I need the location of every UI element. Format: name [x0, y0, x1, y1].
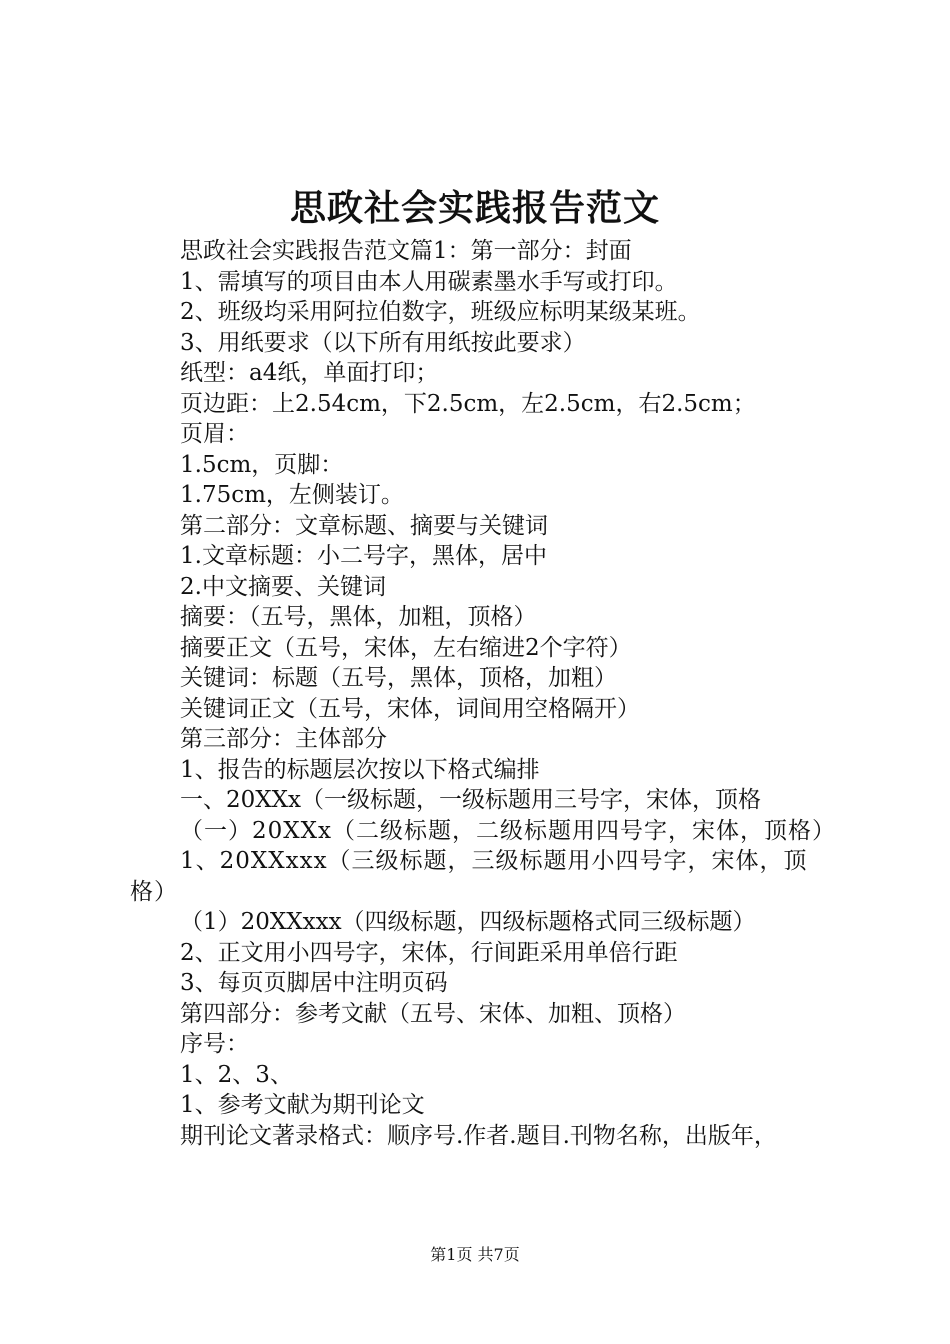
- paragraph: 2、班级均采用阿拉伯数字，班级应标明某级某班。: [180, 299, 701, 325]
- paragraph: 3、用纸要求（以下所有用纸按此要求）: [180, 329, 586, 356]
- paragraph: 1.文章标题：小二号字，黑体，居中: [180, 543, 547, 569]
- paragraph: 页边距：上2.54cm，下2.5cm，左2.5cm，右2.5cm；: [180, 390, 756, 417]
- paragraph: 关键词正文（五号，宋体，词间用空格隔开）: [180, 695, 640, 722]
- page-footer: 第1页 共7页: [430, 1245, 520, 1264]
- paragraph: 1、20XXxxx（三级标题，三级标题用小四号字，宋体，顶格）: [130, 848, 808, 905]
- paragraph: 1、2、3、: [180, 1061, 293, 1088]
- paragraph: 2.中文摘要、关键词: [180, 573, 386, 600]
- document-body: [130, 236, 835, 1151]
- paragraph: 纸型：a4纸，单面打印；: [180, 360, 439, 386]
- paragraph: 2、正文用小四号字，宋体，行间距采用单倍行距: [180, 939, 678, 966]
- paragraph: 期刊论文著录格式：顺序号.作者.题目.刊物名称，出版年，: [180, 1122, 777, 1149]
- paragraph: 摘要正文（五号，宋体，左右缩进2个字符）: [180, 634, 632, 661]
- paragraph: 3、每页页脚居中注明页码: [180, 970, 448, 996]
- paragraph: 1.75cm，左侧装订。: [180, 482, 404, 508]
- paragraph: 1、报告的标题层次按以下格式编排: [180, 756, 540, 783]
- paragraph: 一、20XXx（一级标题，一级标题用三号字，宋体，顶格: [180, 787, 761, 813]
- section-heading: 第四部分：参考文献（五号、宋体、加粗、顶格）: [180, 1000, 686, 1027]
- paragraph: 思政社会实践报告范文篇1：第一部分：封面: [180, 238, 632, 264]
- paragraph: （1）20XXxxx（四级标题，四级标题格式同三级标题）: [180, 909, 756, 935]
- paragraph: （一）20XXx（二级标题，二级标题用四号字，宋体，顶格）: [180, 817, 836, 844]
- section-heading: 第三部分：主体部分: [180, 726, 387, 752]
- paragraph: 序号：: [180, 1031, 249, 1057]
- paragraph: 1.5cm，页脚：: [180, 451, 344, 478]
- paragraph: 关键词：标题（五号，黑体，顶格，加粗）: [180, 665, 617, 691]
- paragraph: 1、需填写的项目由本人用碳素墨水手写或打印。: [180, 268, 678, 295]
- section-heading: 第二部分：文章标题、摘要与关键词: [180, 512, 548, 539]
- paragraph: 1、参考文献为期刊论文: [180, 1092, 425, 1118]
- document-title: 思政社会实践报告范文: [289, 187, 660, 229]
- paragraph: 页眉：: [180, 421, 249, 447]
- paragraph: 摘要：（五号，黑体，加粗，顶格）: [180, 604, 537, 630]
